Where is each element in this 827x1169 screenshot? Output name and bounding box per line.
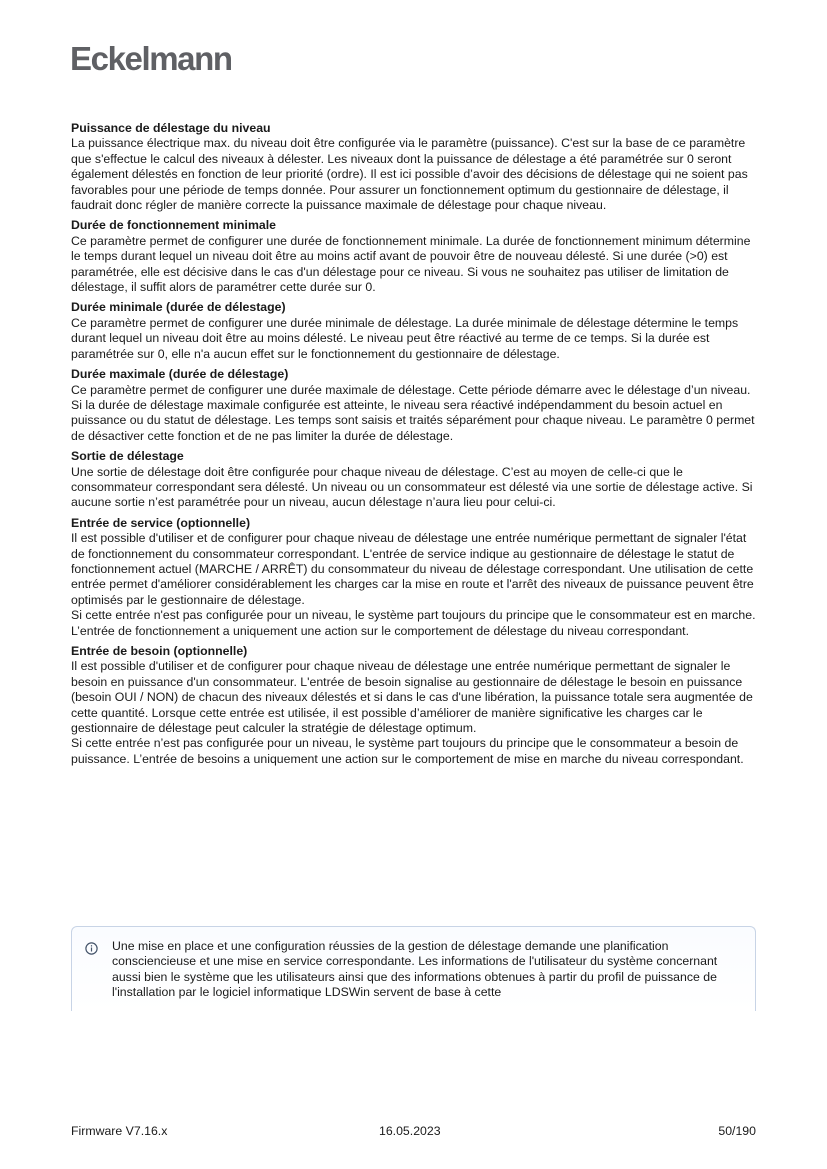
- section-paragraph: La puissance électrique max. du niveau doit être configurée via le paramètre (puissance). C'est sur la base de ce paramètre que s'effectue le calcul des niveaux à délester. Les niveaux dont la puissance de délestage a été paramétrée sur 0 seront également délestés en fonction de leur priorité (ordre). Il est ici possible d’avoir des décisions de délestage qui ne soient pas favorables pour une période de temps donnée. Pour assurer un fonctionnement optimum du gestionnaire de délestage, il faudrait donc régler de manière correcte la puissance maximale de délestage pour chaque niveau.: [71, 136, 748, 213]
- footer-firmware-version: Firmware V7.16.x: [71, 1124, 168, 1138]
- section-paragraph: Ce paramètre permet de configurer une durée de fonctionnement minimale. La durée de fonctionnement minimum détermine le temps durant lequel un niveau doit être au moins actif avant de pouvoir être de nouveau délesté. Si une durée (>0) est paramétrée, elle est décisive dans le cas d'un délestage pour ce niveau. Si vous ne souhaitez pas utiliser de limitation de délestage, il suffit alors de paramétrer cette durée sur 0.: [71, 233, 751, 295]
- section-paragraph: Si cette entrée n’est pas configurée pour un niveau, le système part toujours du principe que le consommateur a besoin de puissance. L’entrée de besoins a uniquement une action sur le comportement de mise en marche du niveau correspondant.: [71, 736, 744, 766]
- section-paragraph: Ce paramètre permet de configurer une durée maximale de délestage. Cette période démarre avec le délestage d’un niveau. Si la durée de délestage maximale configurée est atteinte, le niveau sera réactivé indépendamment du besoin actuel en puissance ou du statut de délestage. Les temps sont saisis et traités séparément pour chaque niveau. Le paramètre 0 permet de désactiver cette fonction et de ne pas limiter la durée de délestage.: [71, 382, 755, 443]
- section-paragraph: Il est possible d'utiliser et de configurer pour chaque niveau de délestage une entrée numérique permettant de signaler l'état de fonctionnement du consommateur correspondant. L'entrée de service indique au gestionnaire de délestage le statut de fonctionnement actuel (MARCHE / ARRÊT) du consommateur du niveau de délestage correspondant. Une utilisation de cette entrée permet d'améliorer considérablement les charges car la mise en route et l'arrêt des niveaux de puissance peuvent être optimisés par le gestionnaire de délestage.: [71, 531, 754, 607]
- section-title: Puissance de délestage du niveau: [71, 121, 271, 135]
- section-paragraph: Une sortie de délestage doit être configurée pour chaque niveau de délestage. C’est au moyen de celle-ci que le consommateur correspondant sera délesté. Un niveau ou un consommateur est délesté via une sortie de délestage active. Si aucune sortie n’est paramétrée pour un niveau, aucun délestage n’aura lieu pour celui-ci.: [71, 464, 753, 510]
- info-note-box: [71, 926, 756, 1011]
- section-entree-besoin: [71, 644, 759, 767]
- info-icon: [85, 942, 98, 955]
- footer-date: 16.05.2023: [379, 1124, 441, 1138]
- section-sortie-delestage: [71, 449, 759, 511]
- section-puissance-delestage: [71, 121, 759, 213]
- info-note-text: Une mise en place et une configuration réussies de la gestion de délestage demande une planification consciencieuse et une mise en service correspondante. Les informations de l'utilisateur du système concernant aussi bien le système que les utilisateurs ainsi que des informations obtenues à partir du profil de puissance de l'installation par le logiciel informatique LDSWin servent de base à cette: [112, 939, 718, 1000]
- section-entree-service: [71, 516, 759, 639]
- section-paragraph: Ce paramètre permet de configurer une durée minimale de délestage. La durée minimale de délestage détermine le temps durant lequel un niveau doit être au moins délesté. Le niveau peut être réactivé au terme de ce temps. Si la durée est paramétrée sur 0, elle n'a aucun effet sur le fonctionnement du gestionnaire de délestage.: [71, 315, 739, 361]
- section-duree-minimale: [71, 300, 759, 362]
- section-title: Sortie de délestage: [71, 449, 184, 464]
- section-title: Durée de fonctionnement minimale: [71, 218, 276, 233]
- section-title: Durée minimale (durée de délestage): [71, 300, 286, 315]
- section-paragraph: Si cette entrée n'est pas configurée pour un niveau, le système part toujours du principe que le consommateur est en marche. L’entrée de fonctionnement a uniquement une action sur le comportement de délestage du niveau correspondant.: [71, 608, 756, 638]
- section-title: Entrée de service (optionnelle): [71, 515, 251, 530]
- section-title: Durée maximale (durée de délestage): [71, 367, 289, 382]
- eckelmann-logo: Eckelmann: [70, 40, 232, 77]
- section-duree-fonctionnement-minimale: [71, 218, 759, 295]
- document-body: [71, 121, 759, 772]
- section-title: Entrée de besoin (optionnelle): [71, 644, 248, 658]
- footer-page-number: 50/190: [718, 1124, 756, 1138]
- section-duree-maximale: [71, 367, 759, 444]
- section-paragraph: Il est possible d'utiliser et de configurer pour chaque niveau de délestage une entrée numérique permettant de signaler le besoin en puissance d'un consommateur. L'entrée de besoin signalise au gestionnaire de délestage le besoin en puissance (besoin OUI / NON) de chacun des niveaux délestés et si dans le cas d'une libération, la puissance totale sera augmentée de cette quantité. Lorsque cette entrée est utilisée, il est possible d’améliorer de manière significative les charges car le gestionnaire de délestage peut calculer la stratégie de délestage optimum.: [71, 659, 753, 736]
